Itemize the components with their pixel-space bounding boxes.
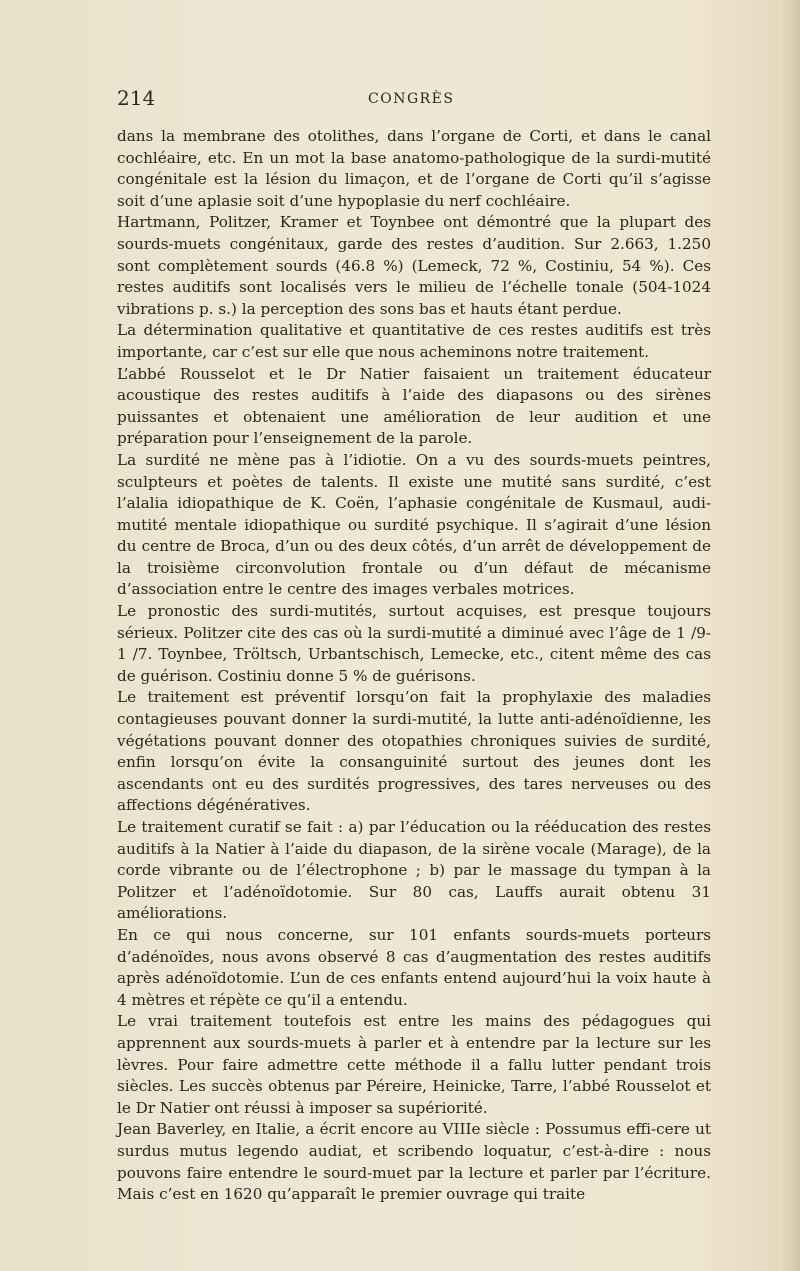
- page-header: [117, 86, 717, 116]
- paragraph: Le traitement est préventif lorsqu’on fait la prophylaxie des maladies contagieuses pouvant donner la surdi-mutité, la lutte anti-adénoïdienne, les végétations pouvant donner des otopathies chroniques suivies de surdité, enfin lorsqu’on évite la consanguinité surtout des jeunes dont les ascendants ont eu des surdités progressives, des tares nerveuses ou des affections dégénératives.: [117, 688, 711, 815]
- paragraph: La surdité ne mène pas à l’idiotie. On a vu des sourds-muets peintres, sculpteurs et poètes de talents. Il existe une mutité sans surdité, c’est l’alalia idiopathique de K. Coën, l’aphasie congénitale de Kusmaul, audi-mutité mentale idiopathique ou surdité psychique. Il s’agirait d’une lésion du centre de Broca, d’un ou des deux côtés, d’un arrêt de développement de la troisième circonvolution frontale ou d’un défaut de mécanisme d’association entre le centre des images verbales motrices.: [117, 450, 711, 599]
- paragraph: Hartmann, Politzer, Kramer et Toynbee ont démontré que la plupart des sourds-muets congénitaux, garde des restes d’audition. Sur 2.663, 1.250 sont complètement sourds (46.8 %) (Lemeck, 72 %, Costiniu, 54 %). Ces restes auditifs sont localisés vers le milieu de l’échelle tonale (504-1024 vibrations p. s.) la perception des sons bas et hauts étant perdue.: [117, 213, 711, 318]
- paragraph: L’abbé Rousselot et le Dr Natier faisaient un traitement éducateur acoustique des restes auditifs à l’aide des diapasons ou des sirènes puissantes et obtenaient une amélioration de leur audition et une préparation pour l’enseignement de la parole.: [117, 364, 711, 448]
- paragraph: Le pronostic des surdi-mutités, surtout acquises, est presque toujours sérieux. Politzer cite des cas où la surdi-mutité a diminué avec l’âge de 1 /9-1 /7. Toynbee, Tröltsch, Urbantschisch, Lemecke, etc., citent même des cas de guérison. Costiniu donne 5 % de guérisons.: [117, 602, 711, 685]
- page-edge-shadow: [782, 0, 800, 1271]
- paragraph: La détermination qualitative et quantitative de ces restes auditifs est très importante, car c’est sur elle que nous acheminons notre traitement.: [117, 321, 711, 361]
- paragraph: En ce qui nous concerne, sur 101 enfants sourds-muets porteurs d’adénoïdes, nous avons observé 8 cas d’augmentation des restes auditifs après adénoïdotomie. L’un de ces enfants entend aujourd’hui la voix haute à 4 mètres et répète ce qu’il a entendu.: [117, 925, 711, 1009]
- running-title: CONGRÈS: [368, 91, 455, 107]
- paragraph: dans la membrane des otolithes, dans l’organe de Corti, et dans le canal cochléaire, etc. En un mot la base anatomo-pathologique de la surdi-mutité congénitale est la lésion du limaçon, et de l’organe de Corti qu’il s’agisse soit d’une aplasie soit d’une hypoplasie du nerf cochléaire.: [117, 127, 711, 210]
- page-number: 214: [117, 86, 156, 110]
- paragraph: Le traitement curatif se fait : a) par l’éducation ou la rééducation des restes auditifs à la Natier à l’aide du diapason, de la sirène vocale (Marage), de la corde vibrante ou de l’électrophone ; b) par le massage du tympan à la Politzer et l’adénoïdotomie. Sur 80 cas, Lauffs aurait obtenu 31 améliorations.: [117, 818, 711, 923]
- paragraph: Jean Baverley, en Italie, a écrit encore au VIIIe siècle : Possumus effi-cere ut surdus mutus legendo audiat, et scribendo loquatur, c’est-à-dire : nous pouvons faire entendre le sourd-muet par la lecture et parler par l’écriture. Mais c’est en 1620 qu’apparaît le premier ouvrage qui traite: [117, 1120, 711, 1204]
- body-text: [117, 126, 711, 1206]
- paragraph: Le vrai traitement toutefois est entre les mains des pédagogues qui apprennent aux sourds-muets à parler et à entendre par la lecture sur les lèvres. Pour faire admettre cette méthode il a fallu lutter pendant trois siècles. Les succès obtenus par Péreire, Heinicke, Tarre, l’abbé Rousselot et le Dr Natier ont réussi à imposer sa supériorité.: [117, 1012, 711, 1117]
